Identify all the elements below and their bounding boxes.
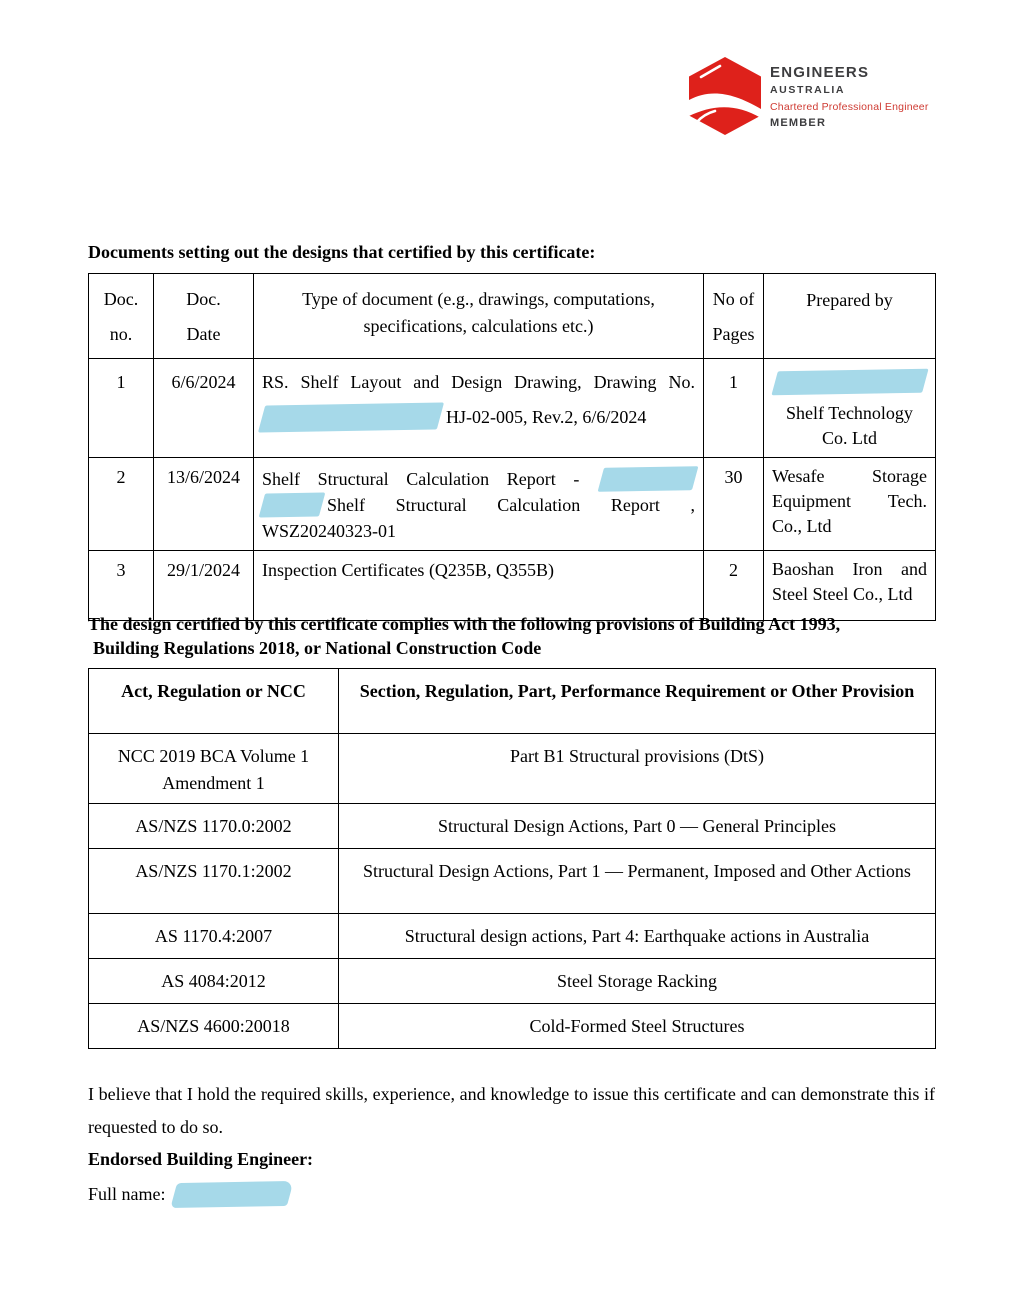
compliance-table [88,668,936,1049]
prepared-by-text: Co. Ltd [821,428,877,449]
compliance-table-header-row [89,669,936,734]
doc-no-cell: 2 [89,457,154,550]
col-header-prepared-by [764,274,936,359]
doc-type-cell [254,457,704,550]
provision-cell: Structural Design Actions, Part 0 — General Principles [339,804,936,849]
doc-type-text: WSZ20240323-01 [262,521,396,542]
documents-table [88,273,936,621]
documents-table-header-row [89,274,936,359]
provision-cell: Structural Design Actions, Part 1 — Permanent, Imposed and Other Actions [339,849,936,914]
col-header-type [254,274,704,359]
table-row [89,1004,936,1049]
col-header-act: Act, Regulation or NCC [89,669,339,734]
act-cell: AS/NZS 4600:20018 [89,1004,339,1049]
provision-cell: Steel Storage Racking [339,959,936,1004]
doc-type-text: HJ-02-005, Rev.2, 6/6/2024 [446,407,647,428]
table-row [89,804,936,849]
act-cell: AS/NZS 1170.1:2002 [89,849,339,914]
doc-type-text: RS. Shelf Layout and Design Drawing, Drawing No. [262,372,695,393]
redaction-blob [598,466,699,492]
header-line: Date [186,324,221,345]
header-line: No of [712,289,755,309]
doc-type-cell: Inspection Certificates (Q235B, Q355B) [254,551,704,621]
prepared-by-cell: Wesafe Storage Equipment Tech. Co., Ltd [764,457,936,550]
header-line: Doc. [103,289,139,309]
doc-type-cell [254,359,704,458]
header-line: Doc. [186,289,221,309]
header-line: Prepared by [806,290,893,310]
documents-heading: Documents setting out the designs that certified by this certificate: [88,242,596,262]
act-cell: NCC 2019 BCA Volume 1 Amendment 1 [89,734,339,804]
logo-country: AUSTRALIA [770,84,846,96]
compliance-heading [88,612,935,661]
redaction-blob [259,492,326,517]
col-header-doc-no [89,274,154,359]
compliance-heading-line1: The design certified by this certificate complies with the following provisions of Building Act 1993, [88,614,841,634]
full-name-line [88,1182,290,1207]
col-header-doc-date [154,274,254,359]
doc-date-cell: 13/6/2024 [154,457,254,550]
hexagon-logo-icon [688,56,762,136]
act-cell: AS 4084:2012 [89,959,339,1004]
engineers-australia-logo [688,56,929,136]
table-row [89,734,936,804]
doc-type-text: Shelf Structural Calculation Report - [262,468,580,489]
logo-credential: Chartered Professional Engineer [770,100,929,113]
header-line: specifications, calculations etc.) [363,316,594,336]
logo-text-block [770,65,929,129]
redaction-blob [258,403,444,433]
table-row [89,551,936,621]
full-name-label: Full name: [88,1184,166,1204]
doc-date-cell: 29/1/2024 [154,551,254,621]
header-line: Type of document (e.g., drawings, computations, [302,289,655,309]
doc-type-text: Shelf Structural Calculation Report , [327,494,695,515]
redaction-blob [170,1181,293,1208]
provision-cell: Structural design actions, Part 4: Earthquake actions in Australia [339,914,936,959]
belief-statement: I believe that I hold the required skills, experience, and knowledge to issue this certificate and can demonstrate this if requested to do so. [88,1084,935,1138]
prepared-by-cell: Baoshan Iron and Steel Steel Co., Ltd [764,551,936,621]
prepared-by-cell [764,359,936,458]
col-header-pages [704,274,764,359]
doc-no-cell: 1 [89,359,154,458]
table-row [89,849,936,914]
header-line: no. [109,324,133,345]
act-cell: AS 1170.4:2007 [89,914,339,959]
pages-cell: 30 [704,457,764,550]
table-row [89,959,936,1004]
pages-cell: 2 [704,551,764,621]
logo-brand-name: ENGINEERS [770,64,870,81]
header-line: Pages [712,324,755,345]
provision-cell: Part B1 Structural provisions (DtS) [339,734,936,804]
act-cell: AS/NZS 1170.0:2002 [89,804,339,849]
provision-cell: Cold-Formed Steel Structures [339,1004,936,1049]
doc-date-cell: 6/6/2024 [154,359,254,458]
doc-no-cell: 3 [89,551,154,621]
pages-cell: 1 [704,359,764,458]
col-header-provision: Section, Regulation, Part, Performance Requirement or Other Provision [339,669,936,734]
table-row [89,359,936,458]
logo-member-label: MEMBER [770,117,827,129]
endorsed-engineer-label: Endorsed Building Engineer: [88,1149,314,1169]
table-row [89,914,936,959]
table-row [89,457,936,550]
prepared-by-text: Shelf Technology [786,403,913,424]
redaction-blob [771,369,928,396]
compliance-heading-line2: Building Regulations 2018, or National Construction Code [93,638,542,659]
